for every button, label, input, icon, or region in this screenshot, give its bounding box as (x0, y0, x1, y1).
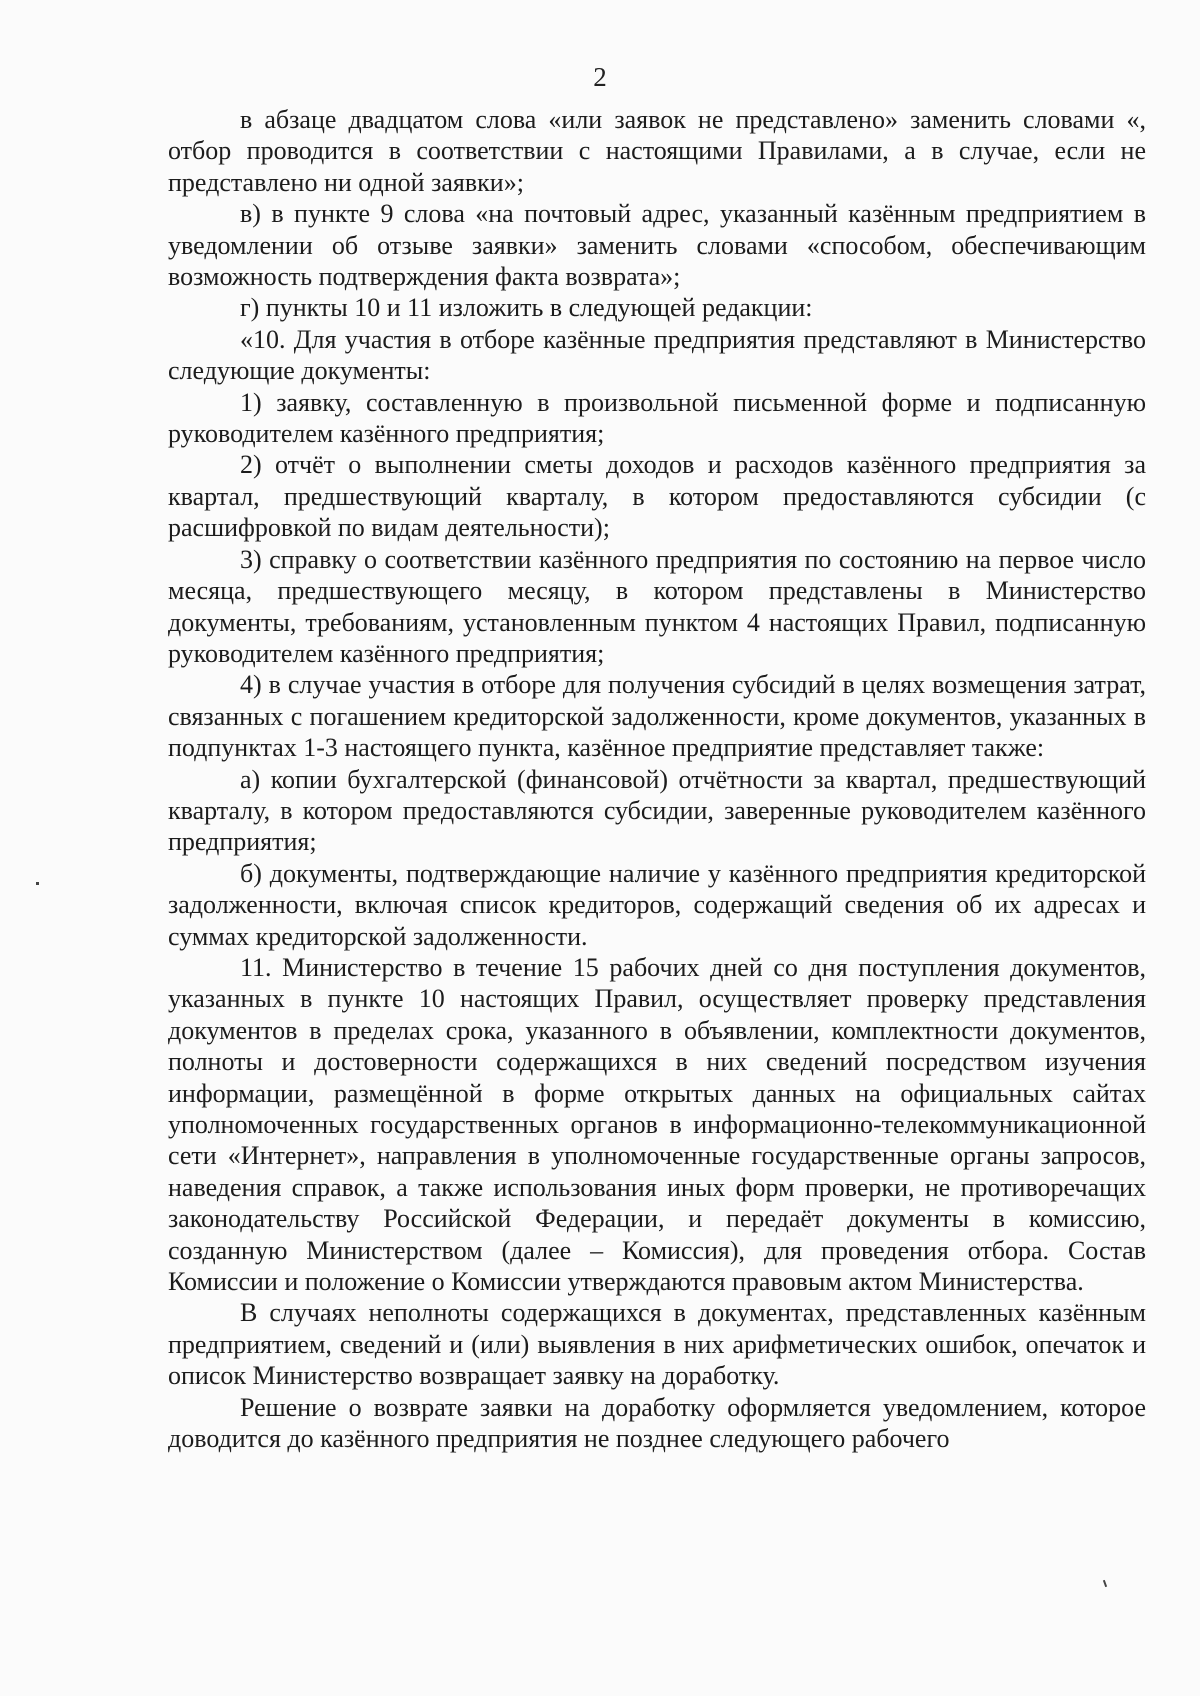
paragraph-amendment-abzats-20: в абзаце двадцатом слова «или заявок не представлено» заменить словами «, отбор проводится в соответствии с настоящими Правилами, а в случае, если не представлено ни одной заявки»; (168, 105, 1146, 197)
paragraph-point-11: 11. Министерство в течение 15 рабочих дней со дня поступления документов, указанных в пункте 10 настоящих Правил, осуществляет проверку представления документов в пределах срока, указанного в объявлении, комплектности документов, полноты и достоверности содержащихся в них сведений посредством изучения информации, размещённой в форме открытых данных на официальных сайтах уполномоченных государственных органов в информационно-телекоммуникационной сети «Интернет», направления в уполномоченные государственные органы запросов, наведения справок, а также использования иных форм проверки, не противоречащих законодательству Российской Федерации, и передаёт документы в комиссию, созданную Министерством (далее – Комиссия), для проведения отбора. Состав Комиссии и положение о Комиссии утверждаются правовым актом Министерства. (168, 952, 1146, 1297)
paragraph-item-4: 4) в случае участия в отборе для получения субсидий в целях возмещения затрат, связанных с погашением кредиторской задолженности, кроме документов, указанных в подпунктах 1-3 настоящего пункта, казённое предприятие представляет также: (168, 670, 1146, 763)
paragraph-subitem-b: б) документы, подтверждающие наличие у казённого предприятия кредиторской задолженности, включая список кредиторов, содержащий сведения об их адресах и суммах кредиторской задолженности. (168, 858, 1146, 951)
document-body (168, 104, 1146, 1454)
scan-speck (1103, 1580, 1107, 1587)
paragraph-point-10: «10. Для участия в отборе казённые предприятия представляют в Министерство следующие документы: (168, 324, 1146, 386)
page-number: 2 (593, 62, 607, 92)
paragraph-amendment-g: г) пункты 10 и 11 изложить в следующей редакции: (240, 293, 813, 323)
paragraph-incompleteness: В случаях неполноты содержащихся в документах, представленных казённым предприятием, сведений и (или) выявления в них арифметических ошибок, опечаток и описок Министерство возвращает заявку на доработку. (168, 1298, 1146, 1391)
paragraph-amendment-v: в) в пункте 9 слова «на почтовый адрес, указанный казённым предприятием в уведомлении об отзыве заявки» заменить словами «способом, обеспечивающим возможность подтверждения факта возврата»; (168, 199, 1146, 292)
paragraph-item-3: 3) справку о соответствии казённого предприятия по состоянию на первое число месяца, предшествующего месяцу, в котором представлены в Министерство документы, требованиям, установленным пунктом 4 настоящих Правил, подписанную руководителем казённого предприятия; (168, 544, 1146, 668)
paragraph-item-2: 2) отчёт о выполнении сметы доходов и расходов казённого предприятия за квартал, предшествующий кварталу, в котором предоставляются субсидии (с расшифровкой по видам деятельности); (168, 450, 1146, 543)
scan-speck (36, 882, 39, 885)
paragraph-item-1: 1) заявку, составленную в произвольной письменной форме и подписанную руководителем казённого предприятия; (168, 387, 1146, 449)
paragraph-return-decision: Решение о возврате заявки на доработку оформляется уведомлением, которое доводится до казённого предприятия не позднее следующего рабочего (168, 1392, 1146, 1454)
paragraph-subitem-a: а) копии бухгалтерской (финансовой) отчётности за квартал, предшествующий кварталу, в котором предоставляются субсидии, заверенные руководителем казённого предприятия; (168, 764, 1146, 857)
